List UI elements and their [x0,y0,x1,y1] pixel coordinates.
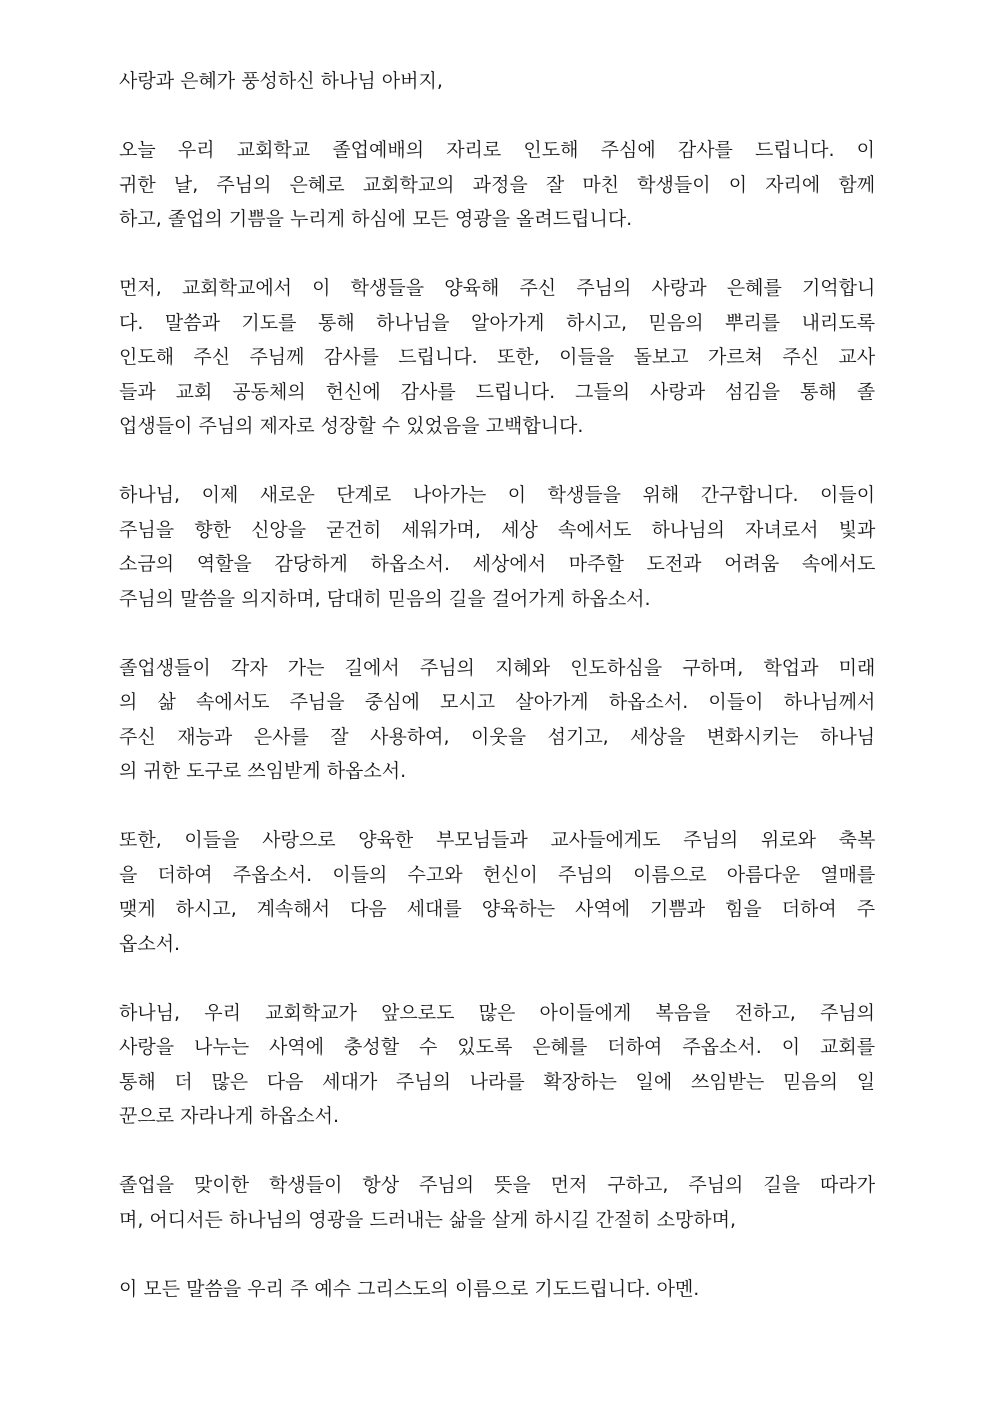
text-line: 하나님, 우리 교회학교가 앞으로도 많은 아이들에게 복음을 전하고, 주님의 [119,1001,876,1024]
text-line: 하나님, 이제 새로운 단계로 나아가는 이 학생들을 위해 간구합니다. 이들이 [119,484,876,506]
text-line: 주님을 향한 신앙을 굳건히 세워가며, 세상 속에서도 하나님의 자녀로서 빛과 [119,518,876,541]
text-line: 다. 말씀과 기도를 통해 하나님을 알아가게 하시고, 믿음의 뿌리를 내리도록 [119,311,876,334]
text-line: 통해 더 많은 다음 세대가 주님의 나라를 확장하는 일에 쓰임받는 믿음의 일 [119,1070,876,1093]
text-line: 졸업생들이 각자 가는 길에서 주님의 지혜와 인도하심을 구하며, 학업과 미래 [119,656,876,679]
paragraph-4 [119,478,875,616]
paragraph-1 [119,64,875,99]
paragraph-2 [119,133,875,237]
text-line: 귀한 날, 주님의 은혜로 교회학교의 과정을 잘 마친 학생들이 이 자리에 함께 [119,173,876,196]
prayer-text [119,64,875,1341]
text-line: 사랑을 나누는 사역에 충성할 수 있도록 은혜를 더하여 주옵소서. 이 교회를 [119,1036,876,1058]
text-line: 맺게 하시고, 계속해서 다음 세대를 양육하는 사역에 기쁨과 힘을 더하여 주 [119,898,876,920]
text-line: 하고, 졸업의 기쁨을 누리게 하심에 모든 영광을 올려드립니다. [119,208,633,230]
text-line: 먼저, 교회학교에서 이 학생들을 양육해 주신 주님의 사랑과 은혜를 기억합니 [119,277,876,299]
text-line: 업생들이 주님의 제자로 성장할 수 있었음을 고백합니다. [119,415,584,437]
paragraph-3 [119,271,875,444]
text-line: 의 귀한 도구로 쓰임받게 하옵소서. [119,760,407,782]
text-line: 또한, 이들을 사랑으로 양육한 부모님들과 교사들에게도 주님의 위로와 축복 [119,829,876,851]
text-line: 졸업을 맞이한 학생들이 항상 주님의 뜻을 먼저 구하고, 주님의 길을 따라가 [119,1174,876,1196]
text-line: 주님의 말씀을 의지하며, 담대히 믿음의 길을 걸어가게 하옵소서. [119,587,651,610]
text-line: 며, 어디서든 하나님의 영광을 드러내는 삶을 살게 하시길 간절히 소망하며, [119,1208,737,1231]
text-line: 들과 교회 공동체의 헌신에 감사를 드립니다. 그들의 사랑과 섬김을 통해 졸 [119,380,876,403]
text-line: 꾼으로 자라나게 하옵소서. [119,1105,340,1127]
text-line: 의 삶 속에서도 주님을 중심에 모시고 살아가게 하옵소서. 이들이 하나님께서 [119,691,876,713]
text-line: 옵소서. [119,932,181,955]
paragraph-9 [119,1272,875,1307]
text-line: 인도해 주신 주님께 감사를 드립니다. 또한, 이들을 돌보고 가르쳐 주신 교사 [119,346,876,368]
paragraph-8 [119,1168,875,1237]
text-line: 오늘 우리 교회학교 졸업예배의 자리로 인도해 주심에 감사를 드립니다. 이 [119,139,876,161]
paragraph-7 [119,996,875,1134]
paragraph-5 [119,651,875,789]
text-line: 주신 재능과 은사를 잘 사용하여, 이웃을 섬기고, 세상을 변화시키는 하나님 [119,725,876,748]
text-line: 이 모든 말씀을 우리 주 예수 그리스도의 이름으로 기도드립니다. 아멘. [119,1277,700,1300]
paragraph-6 [119,823,875,961]
text-line: 사랑과 은혜가 풍성하신 하나님 아버지, [119,70,443,92]
text-line: 을 더하여 주옵소서. 이들의 수고와 헌신이 주님의 이름으로 아름다운 열매를 [119,863,876,886]
text-line: 소금의 역할을 감당하게 하옵소서. 세상에서 마주할 도전과 어려움 속에서도 [119,553,876,575]
